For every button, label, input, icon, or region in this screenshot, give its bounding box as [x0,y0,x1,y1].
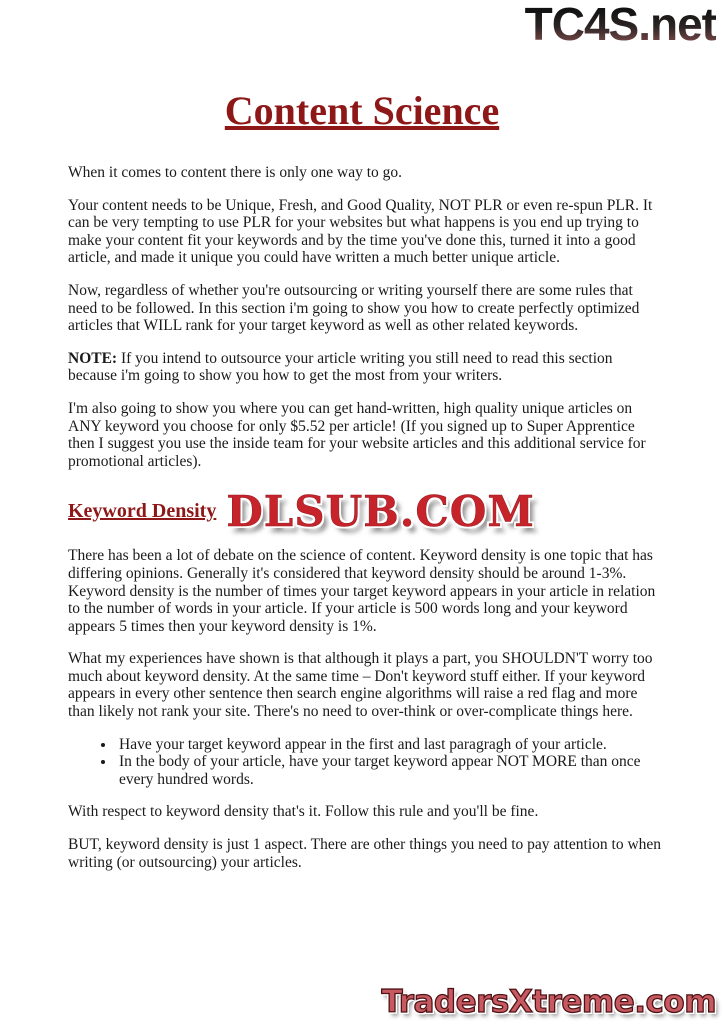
paragraph-intro-3: Now, regardless of whether you're outsourcing or writing yourself there are some rules that need to be followed. In this section i'm going to show you how to create perfectly optimized articles that WILL rank for your target keyword as well as other related keywords. [68,281,640,335]
tradersxtreme-site-logo: TradersXtreme.com [381,984,716,1020]
note-label: NOTE: [68,349,118,367]
keyword-density-section-header [68,485,662,537]
paragraph-density-3: With respect to keyword density that's it. Follow this rule and you'll be fine. [68,803,539,821]
section-heading-keyword-density: Keyword Density [68,499,217,522]
document-body [0,164,724,871]
paragraph-density-4: BUT, keyword density is just 1 aspect. There are other things you need to pay attention to when writing (or outsourcing) your articles. [68,836,662,871]
note-text: If you intend to outsource your article writing you still need to read this section because i'm going to show you how to get the most from your writers. [68,349,613,385]
paragraph-intro-2: Your content needs to be Unique, Fresh, and Good Quality, NOT PLR or even re-spun PLR. It can be very tempting to use PLR for your websites but what happens is you end up trying to make your content fit your keywords and by the time you've done this, turned it into a good article, and made it unique you could have written a much better unique article. [68,196,653,267]
page-title: Content Science [224,88,500,133]
keyword-rules-list [68,736,662,789]
bullet-item: • In the body of your article, have your target keyword appear NOT MORE than once every hundred words. [116,753,662,788]
paragraph-note [68,350,662,385]
paragraph-density-1: There has been a lot of debate on the science of content. Keyword density is one topic that has differing opinions. Generally it's considered that keyword density should be around 1-3%. Keyword density is the number of times your target keyword appears in your article in relation to the number of words in your article. If your article is 500 words long and your keyword appears 5 times then your keyword density is 1%. [68,547,656,635]
dlsub-watermark-logo: DLSUB.COM [226,486,535,536]
paragraph-intro-1: When it comes to content there is only one way to go. [68,164,403,181]
paragraph-density-2: What my experiences have shown is that although it plays a part, you SHOULDN'T worry too much about keyword density. At the same time – Don't keyword stuff either. If your keyword appears in every other sentence then search engine algorithms will raise a red flag and more than likely not rank your site. There's no need to over-think or over-complicate things here. [68,650,653,721]
tc4s-site-logo: TC4S.net [524,0,716,50]
bullet-item: • Have your target keyword appear in the first and last paragragh of your article. [116,736,662,754]
paragraph-intro-5: I'm also going to show you where you can get hand-written, high quality unique articles on ANY keyword you choose for only $5.52 per article! (If you signed up to Super Apprentice then I suggest you use the inside team for your website articles and this additional service for promotional articles). [68,399,646,470]
